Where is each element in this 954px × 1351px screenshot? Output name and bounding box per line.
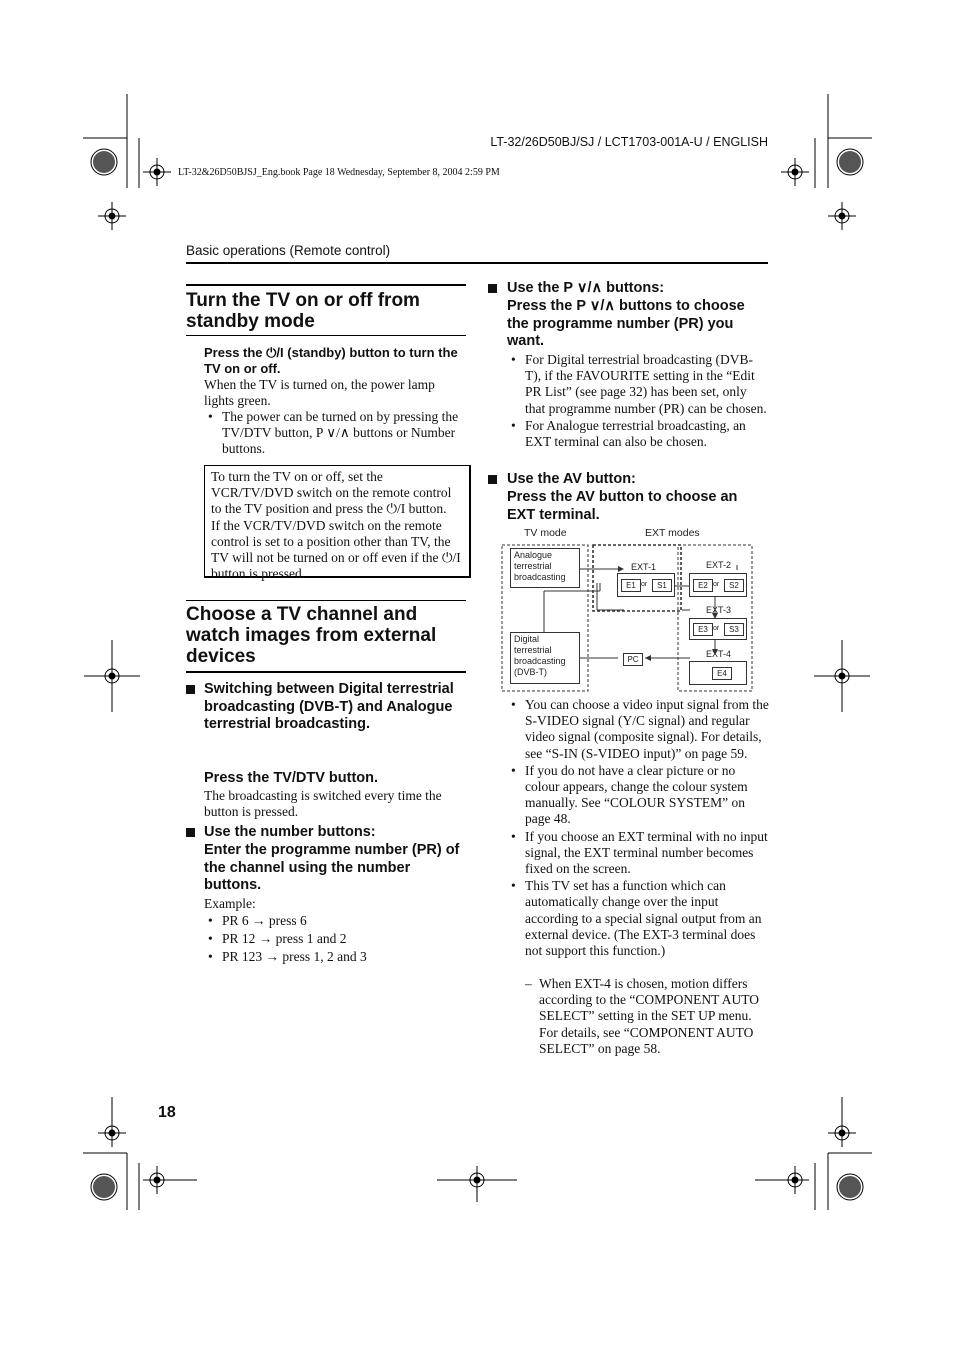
or-label: or (713, 581, 720, 588)
pc-terminal: PC (623, 653, 643, 666)
or-label: or (641, 581, 648, 588)
step-p-buttons (488, 280, 768, 298)
h2-bottom-rule (186, 671, 466, 673)
step-switch-broadcast (186, 681, 466, 734)
step-av-instruction: Press the AV button to choose an EXT terminal. (507, 489, 738, 523)
list-item: • PR 123 → press 1, 2 and 3 (204, 948, 466, 966)
step-standby-text: When the TV is turned on, the power lamp lights green. (204, 377, 435, 409)
s3-terminal: S3 (724, 623, 744, 636)
s2-terminal: S2 (724, 579, 744, 592)
section-title: Basic operations (Remote control) (186, 243, 391, 258)
square-bullet-icon (186, 828, 195, 837)
step-p-instruction: Press the P ∨/∧ buttons to choose the programme number (PR) you want. (507, 298, 745, 349)
tv-mode-label: TV mode (524, 527, 567, 539)
list-item: • PR 12 → press 1 and 2 (204, 930, 466, 948)
list-item: • PR 6 → press 6 (204, 912, 466, 930)
step-number-instruction: Enter the programme number (PR) of the channel using the number buttons. (204, 842, 460, 893)
list-item: • The power can be turned on by pressing the TV/DTV button, P ∨/∧ buttons or Number buttons. (204, 409, 466, 458)
ext2-label: EXT-2 (706, 560, 732, 570)
p-buttons-bullets (507, 352, 769, 450)
step-standby-instruction: Press the ⏻/I (standby) button to turn the TV on or off. (204, 345, 458, 376)
or-label: or (713, 625, 720, 632)
step-av-button (488, 471, 768, 489)
step-number-heading: Use the number buttons: (204, 824, 376, 840)
square-bullet-icon (488, 475, 497, 484)
s1-terminal: S1 (652, 579, 672, 592)
h1-top-rule (186, 284, 466, 286)
example-label: Example: (204, 896, 256, 911)
h1-bottom-rule (186, 335, 466, 336)
heading-standby: Turn the TV on or off from standby mode (186, 290, 420, 332)
square-bullet-icon (488, 284, 497, 293)
list-item: • For Analogue terrestrial broadcasting, an EXT terminal can also be chosen. (507, 418, 769, 450)
e1-terminal: E1 (621, 579, 641, 592)
av-sub-bullets (525, 976, 769, 1057)
page-number: 18 (158, 1104, 176, 1121)
square-bullet-icon (186, 685, 195, 694)
ext-modes-label: EXT modes (645, 527, 700, 539)
note-box: To turn the TV on or off, set the VCR/TV/DVD switch on the remote control to the TV position and press the ⏻/I button. If the VCR/TV/DVD switch on the remote control is set to a position other than TV, the TV will not be turned on or off even if the ⏻/I button is pressed. (204, 465, 471, 578)
ext1-label: EXT-1 (631, 562, 657, 572)
e2-terminal: E2 (693, 579, 713, 592)
step-switch-text: The broadcasting is switched every time the button is pressed. (204, 788, 442, 820)
step-switch-instruction: Press the TV/DTV button. (204, 770, 379, 786)
step-av-heading: Use the AV button: (507, 471, 636, 487)
list-item: • You can choose a video input signal from the S-VIDEO signal (Y/C signal) and regular video signal (composite signal). For details, see “S-IN (S-VIDEO input)” on page 59. (507, 697, 769, 762)
e4-terminal: E4 (712, 667, 732, 680)
header-rule (186, 262, 768, 264)
list-item: • For Digital terrestrial broadcasting (DVB-T), if the FAVOURITE setting in the “Edit PR List” (see page 32) has been set, only that programme number (PR) can be chosen. (507, 352, 769, 417)
heading-channel: Choose a TV channel and watch images from external devices (186, 604, 437, 667)
example-bullets (204, 912, 466, 966)
av-bullets (507, 697, 769, 959)
standby-bullets (204, 409, 466, 458)
list-item: • This TV set has a function which can automatically change over the input according to a special signal output from an external device. (The EXT-3 terminal does not support this function.) (507, 878, 769, 959)
h2-top-rule (186, 600, 466, 601)
list-item: • If you choose an EXT terminal with no input signal, the EXT terminal number becomes fixed on the screen. (507, 829, 769, 878)
list-item: • If you do not have a clear picture or no colour appears, change the colour system manually. See “COLOUR SYSTEM” on page 48. (507, 763, 769, 828)
ext4-label: EXT-4 (706, 649, 732, 659)
model-header: LT-32/26D50BJ/SJ / LCT1703-001A-U / ENGLISH (490, 135, 768, 149)
step-number-buttons (186, 824, 466, 842)
book-info-line: LT-32&26D50BJSJ_Eng.book Page 18 Wednesday, September 8, 2004 2:59 PM (178, 167, 500, 178)
ext3-label: EXT-3 (706, 605, 732, 615)
analogue-box: Analogue terrestrial broadcasting (510, 548, 580, 588)
list-item: – When EXT-4 is chosen, motion differs according to the “COMPONENT AUTO SELECT” setting in the SET UP menu. For details, see “COMPONENT AUTO SELECT” on page 58. (525, 976, 769, 1057)
step-switch-heading: Switching between Digital terrestrial broadcasting (DVB-T) and Analogue terrestrial broadcasting. (204, 681, 454, 732)
step-p-heading: Use the P ∨/∧ buttons: (507, 280, 665, 296)
e3-terminal: E3 (693, 623, 713, 636)
digital-box: Digital terrestrial broadcasting (DVB-T) (510, 632, 580, 684)
input-mode-diagram (500, 525, 760, 695)
